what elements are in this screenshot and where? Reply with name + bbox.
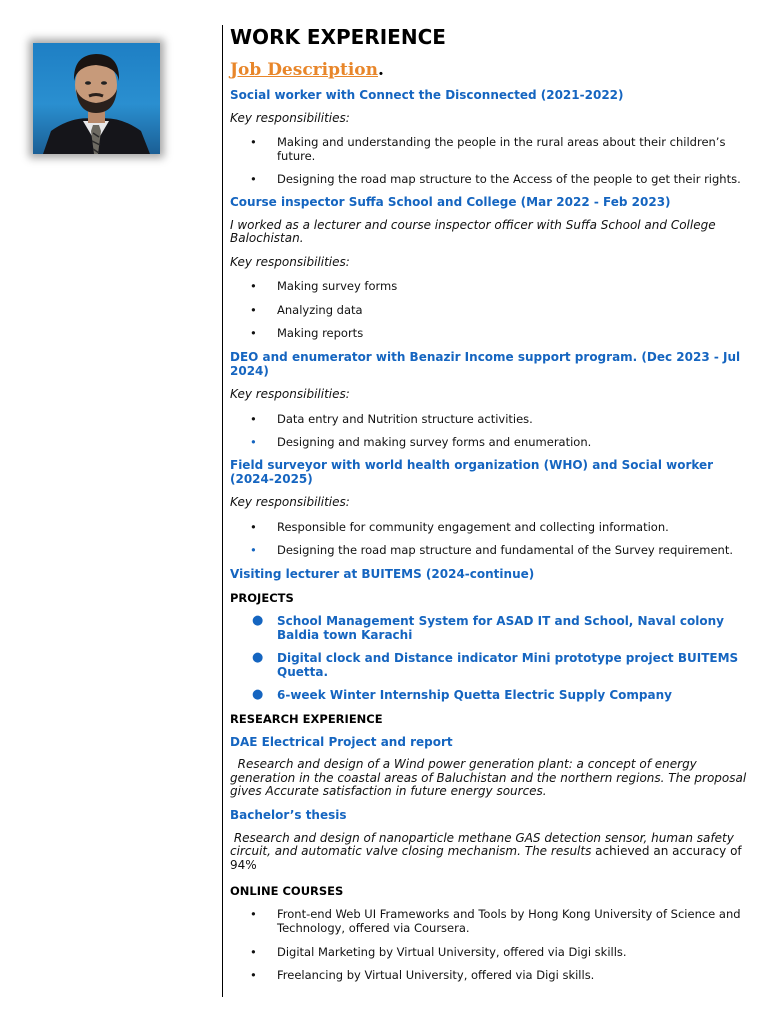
bullet-icon: ● xyxy=(252,613,264,628)
research-description: Research and design of a Wind power generation plant: a concept of energy generation in the coastal areas of Baluchistan and the northern regions. The proposal gives Accurate satisfaction in future energy sources. xyxy=(230,757,751,798)
list-item: • Data entry and Nutrition structure activities. xyxy=(250,411,533,426)
bullet-icon: • xyxy=(250,326,257,340)
work-experience-heading: WORK EXPERIENCE xyxy=(230,25,446,49)
projects-heading: PROJECTS xyxy=(230,591,294,605)
research-heading: RESEARCH EXPERIENCE xyxy=(230,712,383,726)
bullet-icon: • xyxy=(250,134,257,149)
bullet-icon: • xyxy=(250,435,257,449)
bullet-icon: • xyxy=(250,411,257,426)
bullet-icon: • xyxy=(250,543,257,557)
course-item: • Freelancing by Virtual University, offered via Digi skills. xyxy=(250,968,595,982)
job-title: Social worker with Connect the Disconnected (2021-2022) xyxy=(230,88,624,102)
profile-photo xyxy=(33,43,160,154)
course-item: • Front-end Web UI Frameworks and Tools by Hong Kong University of Science and Technology, offered via Coursera. xyxy=(250,907,741,935)
bullet-icon: • xyxy=(250,302,257,317)
list-item: • Making survey forms xyxy=(250,279,398,293)
key-responsibilities-label: Key responsibilities: xyxy=(230,495,350,509)
responsibility-list xyxy=(230,412,752,450)
key-responsibilities-label: Key responsibilities: xyxy=(230,387,350,401)
courses-list xyxy=(230,907,752,982)
bullet-icon: • xyxy=(250,944,257,959)
job-description-text: Job Description xyxy=(230,60,378,80)
bullet-icon: ● xyxy=(252,687,264,702)
job-title: Visiting lecturer at BUITEMS (2024-continue) xyxy=(230,567,535,581)
online-courses-heading: ONLINE COURSES xyxy=(230,884,344,898)
job-description-paragraph: I worked as a lecturer and course inspector officer with Suffa School and College Balochistan. xyxy=(230,217,716,245)
responsibility-list xyxy=(230,135,752,186)
list-item: • Making reports xyxy=(250,326,364,340)
job-description-heading xyxy=(230,60,752,80)
list-item: • Designing the road map structure and fundamental of the Survey requirement. xyxy=(250,543,734,557)
list-item: • Analyzing data xyxy=(250,302,363,317)
project-item: ● 6-week Winter Internship Quetta Electric Supply Company xyxy=(252,687,672,702)
bullet-icon: • xyxy=(250,171,257,186)
research-description: Research and design of nanoparticle methane GAS detection sensor, human safety circuit, and automatic valve closing mechanism. The results achieved an accuracy of 94% xyxy=(230,830,742,872)
list-item: • Designing and making survey forms and enumeration. xyxy=(250,435,592,449)
responsibility-list xyxy=(230,520,752,558)
responsibility-list xyxy=(230,279,752,340)
research-title: Bachelor’s thesis xyxy=(230,807,347,822)
job-title: DEO and enumerator with Benazir Income support program. (Dec 2023 - Jul 2024) xyxy=(230,350,741,378)
project-item: ● School Management System for ASAD IT and School, Naval colony Baldia town Karachi xyxy=(252,613,724,642)
list-item: • Designing the road map structure to the Access of the people to get their rights. xyxy=(250,171,741,186)
bullet-icon: • xyxy=(250,279,257,293)
project-item: ● Digital clock and Distance indicator Mini prototype project BUITEMS Quetta. xyxy=(252,650,739,679)
research-title: DAE Electrical Project and report xyxy=(230,735,453,749)
key-responsibilities-label: Key responsibilities: xyxy=(230,254,350,269)
divider-line xyxy=(222,25,223,997)
list-item: • Responsible for community engagement and collecting information. xyxy=(250,519,669,534)
bullet-icon: ● xyxy=(252,650,264,665)
job-title: Course inspector Suffa School and College (Mar 2022 - Feb 2023) xyxy=(230,194,671,209)
key-responsibilities-label: Key responsibilities: xyxy=(230,111,350,125)
bullet-icon: • xyxy=(250,519,257,534)
job-title: Field surveyor with world health organization (WHO) and Social worker (2024-2025) xyxy=(230,458,714,486)
list-item: • Making and understanding the people in the rural areas about their children’s future. xyxy=(250,134,726,163)
projects-list xyxy=(230,614,752,702)
resume-main xyxy=(230,25,752,982)
bullet-icon: • xyxy=(250,907,257,921)
course-item: • Digital Marketing by Virtual University, offered via Digi skills. xyxy=(250,944,627,959)
job-description-dot: . xyxy=(377,60,384,80)
bullet-icon: • xyxy=(250,968,257,982)
